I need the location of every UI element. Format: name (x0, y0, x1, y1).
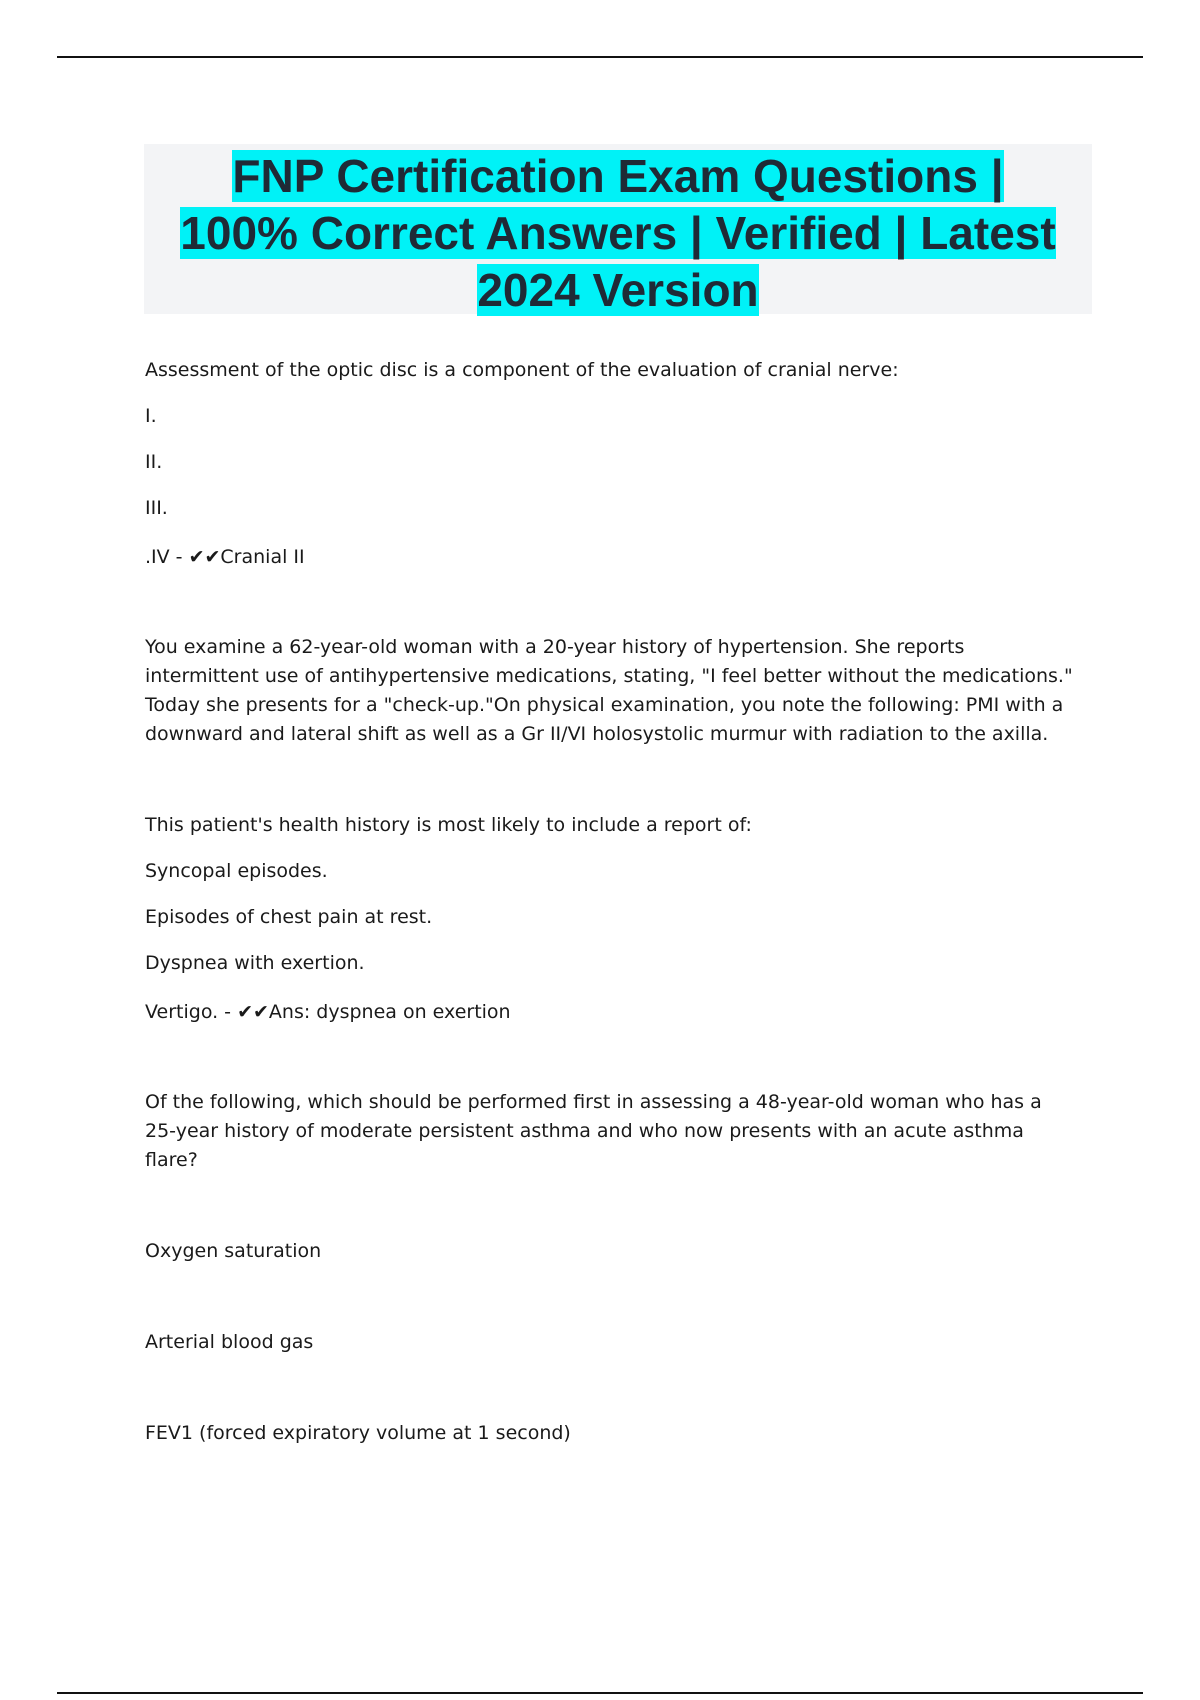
q1-answer: .IV - ✔✔Cranial II (145, 546, 305, 568)
q2-stem: You examine a 62-year-old woman with a 20-year history of hypertension. She reports intermittent use of antihypertensive medications, stating, "I feel better without the medications." Today she presents for a "check-up."On physical examination, you note the following: PMI with a downward and lateral shift as well as a Gr II/VI holosystolic murmur with radiation to the axilla. (145, 636, 1073, 745)
q2-option-3: Dyspnea with exertion. (145, 952, 365, 974)
q2-answer: Vertigo. - ✔✔Ans: dyspnea on exertion (145, 1001, 511, 1023)
top-divider (57, 56, 1143, 58)
q3-stem: Of the following, which should be performed first in assessing a 48-year-old woman who has a 25-year history of moderate persistent asthma and who now presents with an acute asthma flare? (145, 1091, 1042, 1171)
document-body (145, 356, 1075, 1448)
title-line-2: 100% Correct Answers | Verified | Latest (180, 207, 1056, 259)
title-banner (144, 144, 1092, 314)
q2-option-2: Episodes of chest pain at rest. (145, 906, 433, 928)
q3-option-2: Arterial blood gas (145, 1331, 314, 1353)
q1-option-1: I. (145, 405, 157, 427)
q3-option-3: FEV1 (forced expiratory volume at 1 second) (145, 1422, 571, 1444)
q1-option-3: III. (145, 497, 168, 519)
q3-option-1: Oxygen saturation (145, 1240, 322, 1262)
title-line-3: 2024 Version (477, 264, 759, 316)
document-title (144, 144, 1092, 319)
q2-option-1: Syncopal episodes. (145, 860, 328, 882)
bottom-divider (57, 1692, 1143, 1694)
q1-option-2: II. (145, 451, 163, 473)
q2-prompt: This patient's health history is most likely to include a report of: (145, 814, 752, 836)
q1-stem: Assessment of the optic disc is a component of the evaluation of cranial nerve: (145, 359, 899, 381)
title-line-1: FNP Certification Exam Questions | (232, 150, 1004, 202)
